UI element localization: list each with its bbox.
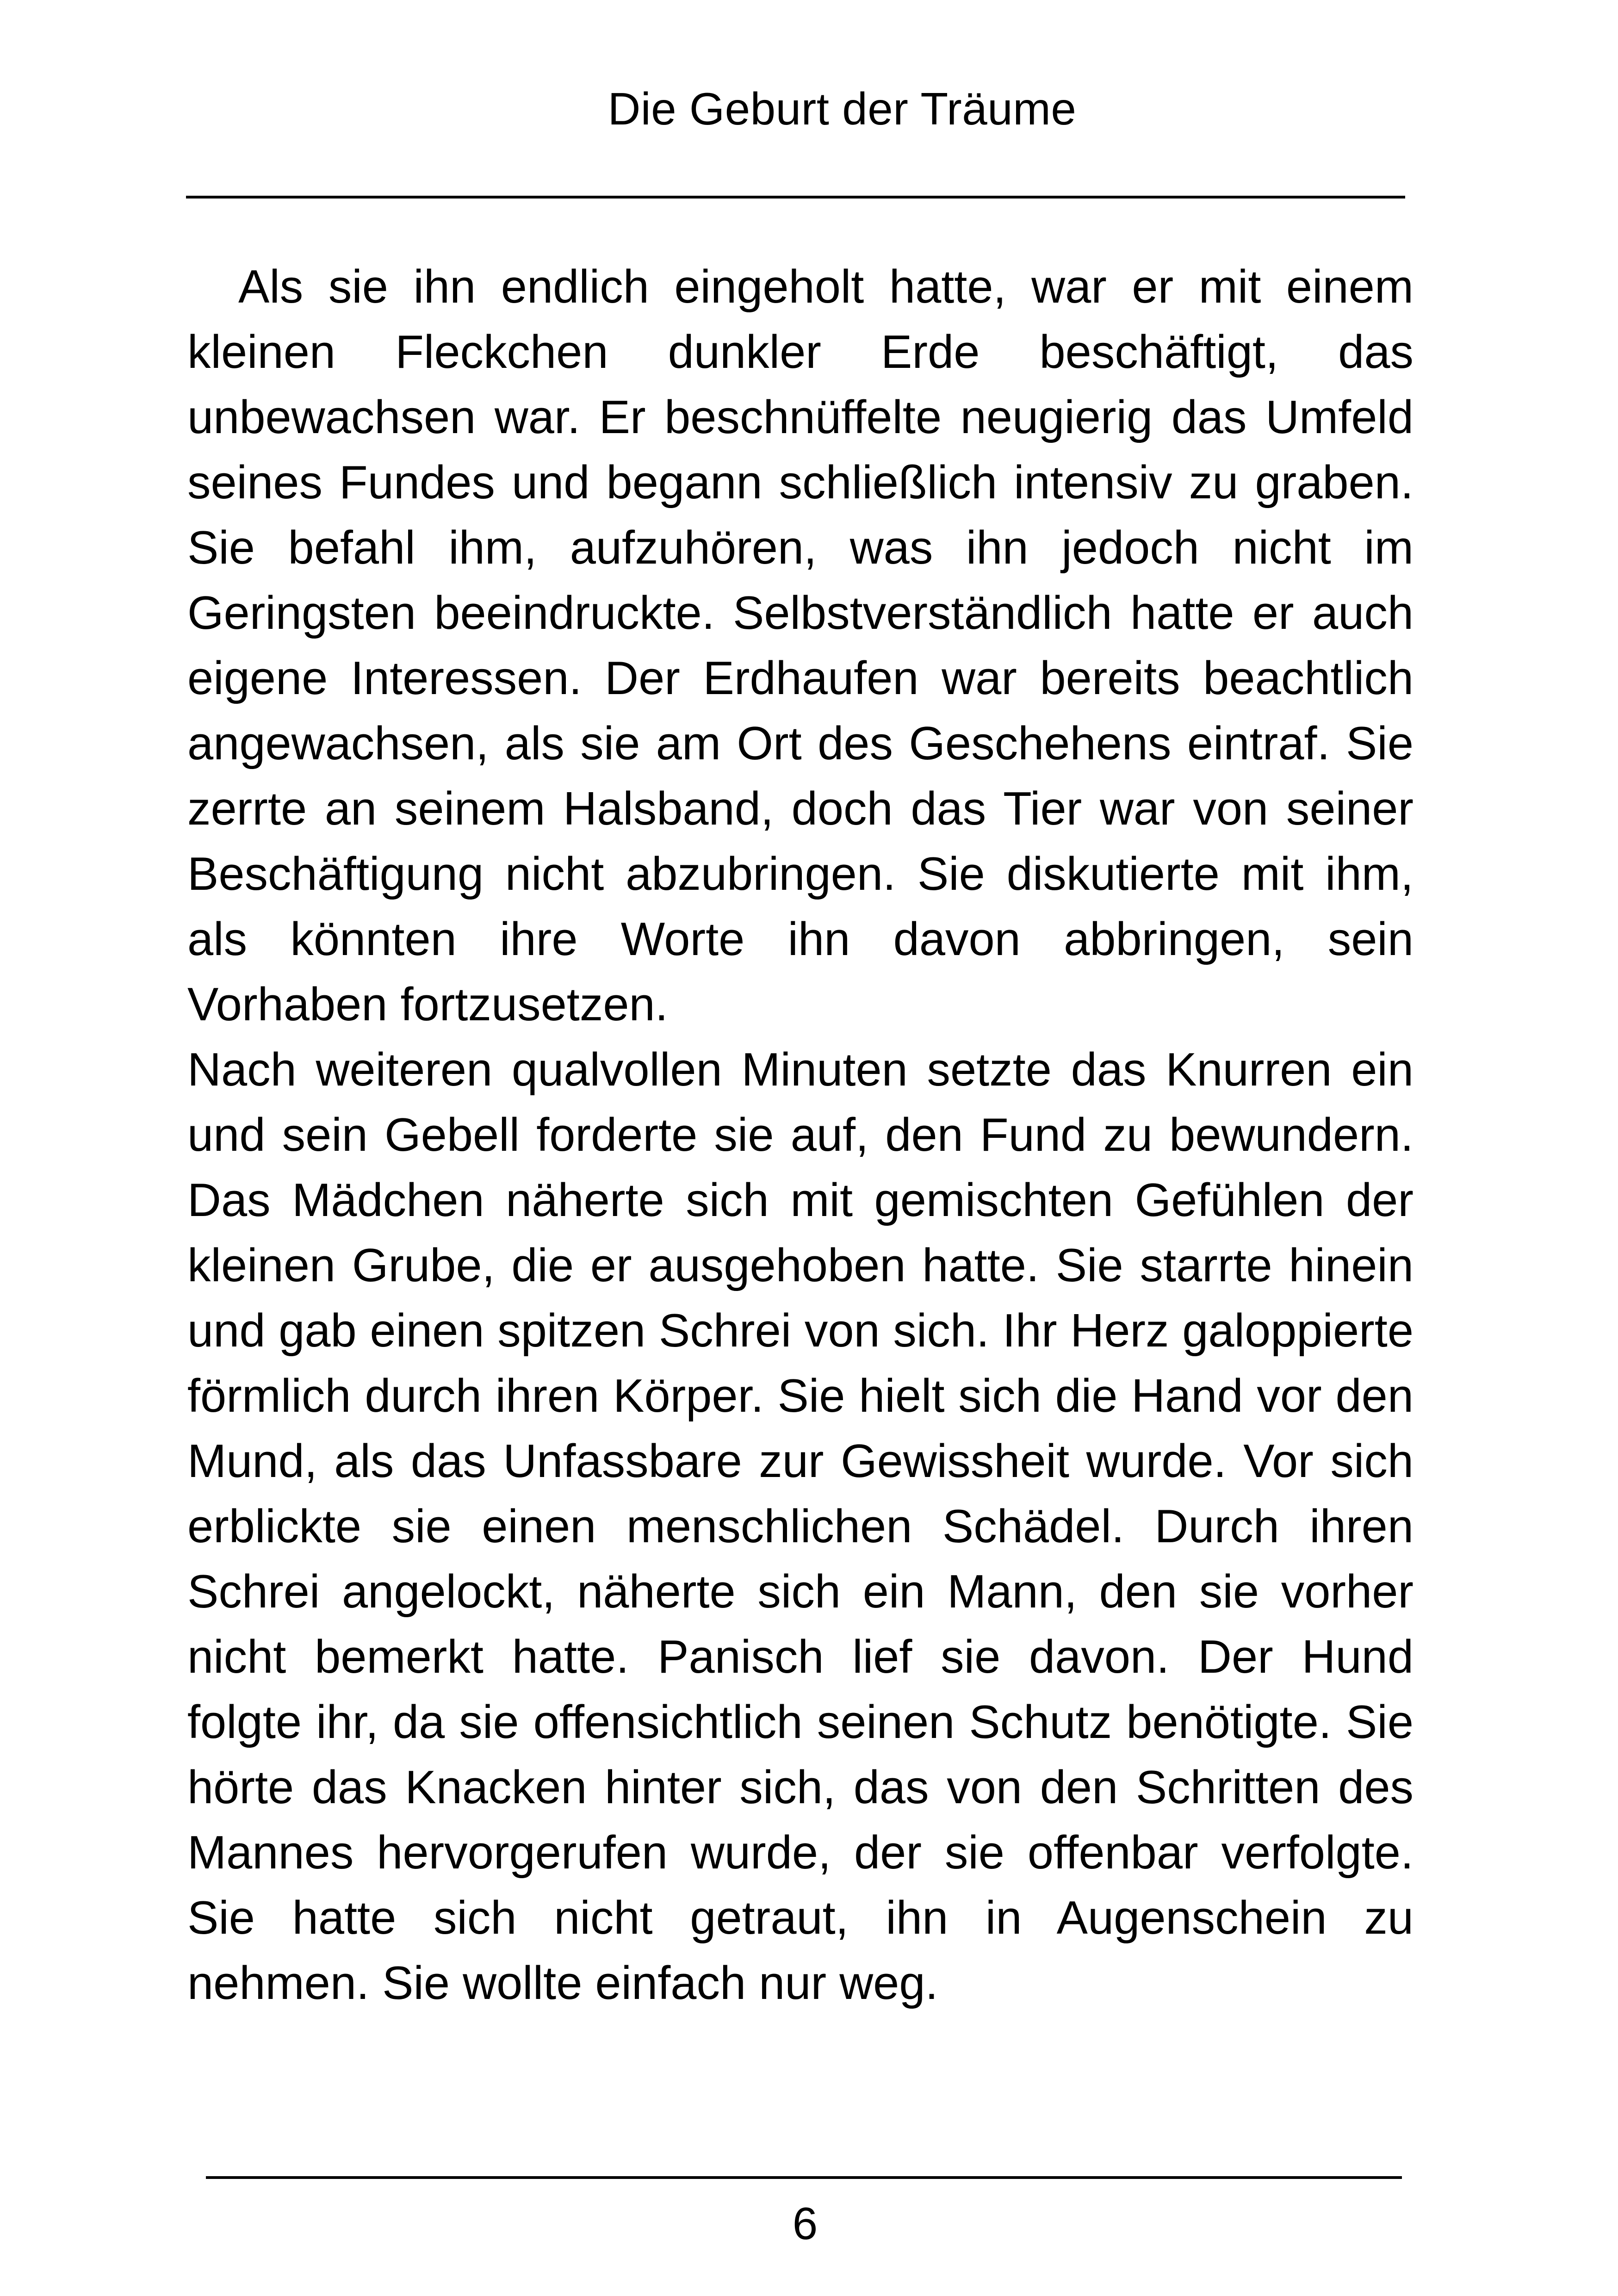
footer-rule (206, 2176, 1402, 2179)
running-title: Die Geburt der Träume (608, 83, 1077, 134)
page-number: 6 (792, 2198, 818, 2249)
paragraph-2: Nach weiteren qualvollen Minuten setzte das Knurren ein und sein Gebell forderte sie auf, den Fund zu bewundern. Das Mädchen näherte sich mit gemischten Gefühlen der kleinen Grube, die er ausgehoben hatte. Sie starrte hinein und gab einen spitzen Schrei von sich. Ihr Herz galoppierte förmlich durch ihren Körper. Sie hielt sich die Hand vor den Mund, als das Unfassbare zur Gewissheit wurde. Vor sich erblickte sie einen menschlichen Schädel. Durch ihren Schrei angelockt, näherte sich ein Mann, den sie vorher nicht bemerkt hatte. Panisch lief sie davon. Der Hund folgte ihr, da sie offensichtlich seinen Schutz benötigte. Sie hörte das Knacken hinter sich, das von den Schritten des Mannes hervorgerufen wurde, der sie offenbar verfolgte. Sie hatte sich nicht getraut, ihn in Augenschein zu nehmen. Sie wollte einfach nur weg. (187, 1044, 1413, 2009)
header-rule (186, 196, 1405, 199)
body-text (187, 254, 1413, 2016)
paragraph-1: Als sie ihn endlich eingeholt hatte, war er mit einem kleinen Fleckchen dunkler Erde beschäftigt, das unbewachsen war. Er beschnüffelte neugierig das Umfeld seines Fundes und begann schließlich intensiv zu graben. Sie befahl ihm, aufzuhören, was ihn jedoch nicht im Geringsten beeindruckte. Selbstverständlich hatte er auch eigene Interessen. Der Erdhaufen war bereits beachtlich angewachsen, als sie am Ort des Geschehens eintraf. Sie zerrte an seinem Halsband, doch das Tier war von seiner Beschäftigung nicht abzubringen. Sie diskutierte mit ihm, als könnten ihre Worte ihn davon abbringen, sein Vorhaben fortzusetzen. (187, 261, 1413, 1030)
